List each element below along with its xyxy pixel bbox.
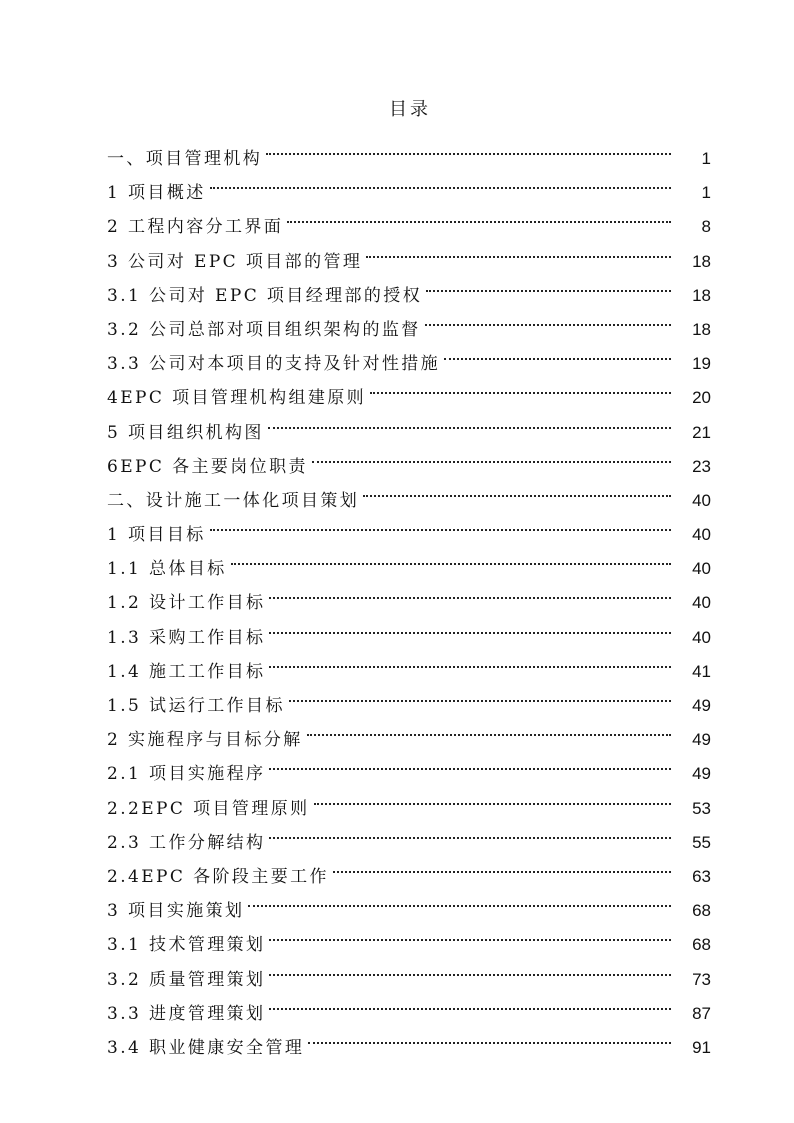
toc-entry-title: 3.4 职业健康安全管理	[107, 1037, 305, 1058]
toc-page-number: 41	[692, 661, 711, 681]
toc-dot-leader	[269, 951, 671, 985]
toc-page-number: 68	[692, 935, 711, 955]
toc-page-number: 55	[692, 832, 711, 852]
toc-dot-leader	[210, 506, 671, 540]
toc-dot-leader	[333, 848, 671, 882]
toc-entry-title: 2 工程内容分工界面	[107, 217, 284, 238]
toc-page-number: 1	[701, 149, 711, 168]
toc-page-number: 68	[692, 901, 711, 921]
toc-page-number: 73	[692, 969, 711, 989]
toc-dot-leader	[289, 677, 671, 711]
toc-entry-title: 5 项目组织机构图	[107, 422, 264, 443]
toc-page-number: 49	[692, 696, 711, 715]
toc-list	[107, 130, 711, 1058]
toc-dot-leader	[268, 404, 671, 438]
toc-page-number: 40	[692, 559, 711, 579]
toc-dot-leader	[370, 369, 671, 403]
toc-entry-title: 3 公司对 EPC 项目部的管理	[107, 251, 363, 272]
toc-dot-leader	[269, 643, 671, 677]
toc-dot-leader	[426, 267, 671, 301]
toc-entry-title: 1 项目目标	[107, 525, 206, 546]
toc-page-number: 91	[692, 1037, 711, 1057]
toc-entry-title: 6EPC 各主要岗位职责	[107, 456, 308, 477]
toc-entry-title: 2 实施程序与目标分解	[107, 730, 303, 751]
toc-dot-leader	[269, 985, 671, 1019]
toc-dot-leader	[287, 198, 671, 232]
toc-dot-leader	[269, 574, 671, 608]
toc-entry-title: 1.1 总体目标	[107, 559, 227, 580]
toc-dot-leader	[366, 233, 671, 267]
toc-dot-leader	[269, 916, 671, 950]
toc-dot-leader	[248, 882, 671, 916]
toc-entry-title: 一、项目管理机构	[107, 149, 263, 169]
toc-page-number: 18	[692, 251, 711, 271]
toc-page-number: 40	[692, 593, 711, 613]
toc-title: 目录	[389, 99, 431, 120]
toc-entry-title: 2.1 项目实施程序	[107, 764, 266, 785]
toc-entry-title: 3 项目实施策划	[107, 901, 245, 922]
toc-dot-leader	[269, 814, 671, 848]
toc-page-number: 21	[692, 422, 711, 442]
toc-dot-leader	[269, 609, 671, 643]
toc-entry-title: 3.1 公司对 EPC 项目经理部的授权	[107, 285, 423, 306]
toc-dot-leader	[312, 438, 671, 472]
toc-entry-title: 3.3 进度管理策划	[107, 1003, 266, 1024]
toc-entry-title: 1.5 试运行工作目标	[107, 696, 285, 716]
toc-page-number: 63	[692, 866, 711, 886]
toc-entry-title: 二、设计施工一体化项目策划	[107, 490, 360, 511]
toc-dot-leader	[269, 745, 671, 779]
toc-dot-leader	[266, 130, 671, 164]
toc-page-number: 19	[692, 354, 711, 374]
toc-dot-leader	[363, 472, 671, 506]
toc-page-number: 40	[692, 525, 711, 545]
toc-page-number: 53	[692, 798, 711, 818]
toc-dot-leader	[425, 301, 671, 335]
toc-page-number: 18	[692, 319, 711, 339]
toc-page-number: 1	[701, 183, 711, 203]
toc-dot-leader	[314, 780, 672, 814]
toc-page-number: 20	[692, 388, 711, 408]
toc-dot-leader	[444, 335, 671, 369]
toc-entry-title: 1.4 施工工作目标	[107, 661, 266, 682]
toc-page-number: 40	[692, 627, 711, 647]
toc-page-number: 18	[692, 285, 711, 305]
toc-entry-title: 3.3 公司对本项目的支持及针对性措施	[107, 354, 441, 375]
toc-entry-title: 2.2EPC 项目管理原则	[107, 798, 310, 819]
toc-page-number: 87	[692, 1003, 711, 1023]
toc-dot-leader	[231, 540, 671, 574]
toc-page-number: 49	[692, 730, 711, 750]
toc-dot-leader	[210, 164, 671, 198]
toc-entry-title: 1.2 设计工作目标	[107, 593, 266, 614]
toc-dot-leader	[307, 711, 671, 745]
toc-entry-title: 3.1 技术管理策划	[107, 935, 266, 956]
toc-page-number: 49	[692, 764, 711, 784]
toc-entry-title: 3.2 公司总部对项目组织架构的监督	[107, 319, 421, 340]
toc-page-number: 23	[692, 456, 711, 476]
toc-dot-leader	[308, 1019, 671, 1053]
toc-entry-title: 2.4EPC 各阶段主要工作	[107, 866, 329, 887]
toc-entry-title: 1 项目概述	[107, 183, 206, 204]
toc-page-number: 40	[692, 490, 711, 510]
toc-entry-title: 4EPC 项目管理机构组建原则	[107, 388, 367, 409]
toc-page-number: 8	[701, 217, 711, 237]
toc-entry-title: 2.3 工作分解结构	[107, 832, 266, 853]
toc-entry-title: 3.2 质量管理策划	[107, 969, 266, 990]
toc-entry[interactable]	[107, 130, 711, 169]
toc-entry-title: 1.3 采购工作目标	[107, 627, 266, 648]
